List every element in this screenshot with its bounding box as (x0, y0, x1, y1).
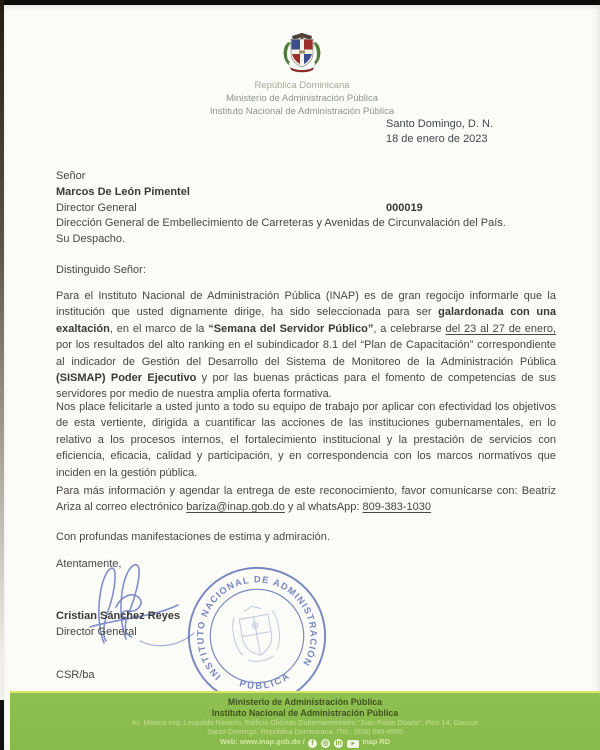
p1-sismap-bold: (SISMAP) Poder Ejecutivo (56, 372, 197, 385)
footer-city-tel: Santo Domingo, República Dominicana. /Tel.: (809) 689-8955 (207, 727, 403, 737)
recipient-institution: Dirección General de Embellecimiento de Carreteras y Avenidas de Circunvalación del País. (56, 217, 506, 230)
stamp-bottom-text: PÚBLICA (238, 670, 293, 692)
instagram-icon: ◎ (322, 740, 329, 748)
contact-email: bariza@inap.gob.do (186, 501, 285, 514)
p1-event-bold: “Semana del Servidor Público” (208, 322, 374, 335)
paragraph-contact (56, 483, 556, 516)
dateline-city: Santo Domingo, D. N. (386, 118, 493, 130)
signer-name: Cristian Sánchez Reyes (56, 610, 181, 622)
footer-institute: Instituto Nacional de Administración Pública (211, 707, 399, 718)
dateline (386, 117, 493, 147)
recipient-name: Marcos De León Pimentel (56, 185, 190, 198)
recipient-office: Su Despacho. (56, 233, 126, 246)
document-number: 000019 (386, 201, 423, 214)
farewell-line: Atentamente, (56, 558, 122, 570)
footer-bar (10, 691, 600, 750)
footer-ministry: Ministerio de Administración Pública (227, 697, 383, 707)
stamp-arc-text: INSTITUTO NACIONAL DE ADMINISTRACIÓN (195, 574, 319, 682)
recipient-block (56, 169, 556, 248)
p1-text: por los resultados del alto ranking en el subindicador 8.1 del “Plan de Capacitación” correspondiente al indicador de Gestión del Desarrollo del Sistema de Monitoreo de la Administración Pública (56, 339, 556, 368)
recipient-position: Director General (56, 201, 137, 214)
letterhead (4, 32, 600, 118)
p1-text: Para el Instituto Nacional de Administración Pública (INAP) es de gran regocijo informarle que la institución que usted dignamente dirige, ha sido seleccionada para ser (56, 290, 556, 319)
stamp-center-emblem (229, 602, 284, 665)
linkedin-icon: in (335, 740, 342, 748)
contact-phone: 809-383-1030 (362, 501, 432, 514)
letter-page (4, 5, 600, 750)
paragraph-congratulations: Nos place felicitarle a usted junto a todo su equipo de trabajo por aplicar con efectividad los objetivos de esta vertiente, dirigida a cuantificar las acciones de las instituciones gubernamentales, en lo relativo a los procesos internos, el fortalecimiento institucional y la prestación de servicios con eficiencia, eficacia, calidad y participación, y en correspondencia con los marcos normativos que inciden en la gestión pública. (56, 401, 556, 479)
facebook-icon: f (308, 739, 317, 748)
scan-edge-left (0, 0, 4, 700)
footer-social-handle: Inap RD (362, 737, 391, 747)
p1-text: y por las buenas prácticas para el fomento de competencias de sus servidores por medio de nuestra amplia oferta formativa. (56, 372, 556, 401)
dateline-date: 18 de enero de 2023 (386, 133, 488, 145)
paragraph-award (56, 288, 556, 403)
p1-award-bold: galardonada con una exaltación (56, 306, 556, 335)
closing-line: Con profundas manifestaciones de estima y admiración. (56, 531, 330, 543)
signer-title: Director General (56, 626, 137, 638)
footer-address: Av. México esq. Leopoldo Navarro, Edificio Oficinas Gubernamentales “Juan Pablo Duarte”, Piso 14, Gascue (131, 718, 479, 727)
greeting: Distinguido Señor: (56, 264, 146, 276)
reference-initials: CSR/ba (56, 669, 95, 681)
p1-text: , a celebrarse (373, 322, 446, 335)
p3-text: y al whatsApp: (284, 501, 363, 514)
p1-dates-underlined: del 23 al 27 de enero, (445, 322, 556, 335)
letterhead-institute: Instituto Nacional de Administración Pública (209, 106, 395, 117)
footer-web-url: Web: www.inap.gob.do / (219, 737, 305, 747)
p1-text: , en el marco de la (109, 322, 209, 335)
recipient-position-line (56, 201, 556, 217)
youtube-icon: ▸ (347, 740, 359, 748)
letterhead-ministry: Ministerio de Administración Pública (225, 93, 379, 104)
footer-web-line (10, 736, 600, 748)
letterhead-republic: República Dominicana (254, 80, 350, 91)
dominican-coat-of-arms-icon (278, 32, 326, 76)
p3-text: Para más información y agendar la entrega de este reconocimiento, favor comunicarse con: Beatriz Ariza al correo electrónico (56, 485, 556, 514)
recipient-honorific: Señor (56, 170, 86, 182)
